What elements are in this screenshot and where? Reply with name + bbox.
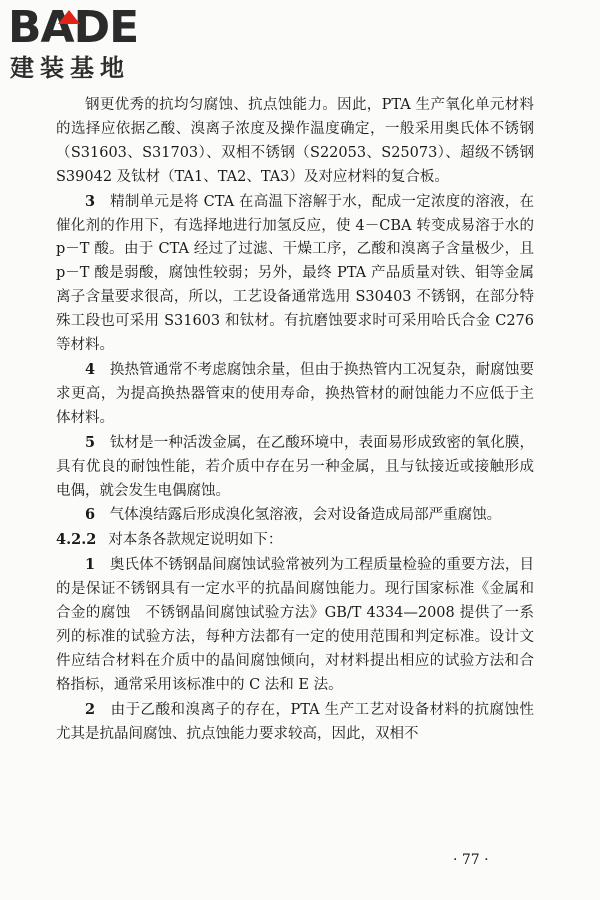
clause-heading bbox=[56, 528, 534, 553]
bade-logo bbox=[8, 2, 178, 88]
paragraph-text: 换热管通常不考虑腐蚀余量，但由于换热管内工况复杂，耐腐蚀要求更高，为提高换热器管束的使用寿命，换热管材的耐蚀能力不应低于主体材料。 bbox=[56, 361, 535, 426]
logo-subtitle: 建装基地 bbox=[10, 54, 130, 82]
paragraph-clause-item-1 bbox=[56, 553, 534, 697]
page-number: · 77 · bbox=[453, 852, 489, 868]
paragraph-item-6 bbox=[56, 503, 534, 528]
item-number: 3 bbox=[85, 192, 96, 210]
clause-text: 对本条各款规定说明如下： bbox=[108, 532, 283, 549]
item-number: 5 bbox=[85, 433, 96, 451]
page-body bbox=[56, 94, 534, 746]
paragraph-item-3 bbox=[56, 190, 534, 358]
paragraph-item-4 bbox=[56, 358, 534, 431]
logo-red-triangle-icon bbox=[58, 10, 80, 24]
paragraph-text: 精制单元是将 CTA 在高温下溶解于水，配成一定浓度的溶液，在催化剂的作用下，有选择地进行加氢反应，使 4－CBA 转变成易溶于水的 p－T 酸。由于 CTA 经过了过滤、干燥工序，乙酸和溴离子含量极少，且 p－T 酸是弱酸，腐蚀性较弱；另外，最终 PTA 产品质量对铁、钼等金属离子含量要求很高，所以，工艺设备通常选用 S30403 不锈钢，在部分特殊工段也可采用 S31603 和钛材。有抗磨蚀要求时可采用哈氏合金 C276 等材料。 bbox=[56, 193, 535, 354]
paragraph-continuation bbox=[56, 94, 534, 190]
paragraph-text: 奥氏体不锈钢晶间腐蚀试验常被列为工程质量检验的重要方法，目的是保证不锈钢具有一定水平的抗晶间腐蚀能力。现行国家标准《金属和合金的腐蚀 不锈钢晶间腐蚀试验方法》GB/T 4334—2008 提供了一系列的标准的试验方法，每种方法都有一定的使用范围和判定标准。设计文件应结合材料在介质中的晶间腐蚀倾向，对材料提出相应的试验方法和合格指标，通常采用该标准中的 C 法和 E 法。 bbox=[56, 557, 535, 693]
paragraph-text: 钛材是一种活泼金属，在乙酸环境中，表面易形成致密的氧化膜，具有优良的耐蚀性能，若介质中存在另一种金属，且与钛接近或接触形成电偶，就会发生电偶腐蚀。 bbox=[56, 434, 535, 499]
item-number: 1 bbox=[85, 556, 96, 574]
paragraph-item-5 bbox=[56, 431, 534, 504]
paragraph-text: 钢更优秀的抗均匀腐蚀、抗点蚀能力。因此，PTA 生产氧化单元材料的选择应依据乙酸、溴离子浓度及操作温度确定，一般采用奥氏体不锈钢（S31603、S31703）、双相不锈钢（S22053、S25073）、超级不锈钢 S39042 及钛材（TA1、TA2、TA3）及对应材料的复合板。 bbox=[56, 97, 534, 185]
item-number: 4 bbox=[85, 360, 96, 378]
clause-number: 4.2.2 bbox=[56, 531, 97, 549]
paragraph-text: 气体溴结露后形成溴化氢溶液，会对设备造成局部严重腐蚀。 bbox=[109, 507, 502, 524]
paragraph-text: 由于乙酸和溴离子的存在，PTA 生产工艺对设备材料的抗腐蚀性尤其是抗晶间腐蚀、抗点蚀能力要求较高，因此，双相不 bbox=[56, 701, 535, 742]
item-number: 2 bbox=[85, 700, 96, 718]
logo-wordmark: BADE bbox=[8, 2, 139, 53]
item-number: 6 bbox=[85, 506, 96, 524]
paragraph-clause-item-2 bbox=[56, 698, 534, 747]
